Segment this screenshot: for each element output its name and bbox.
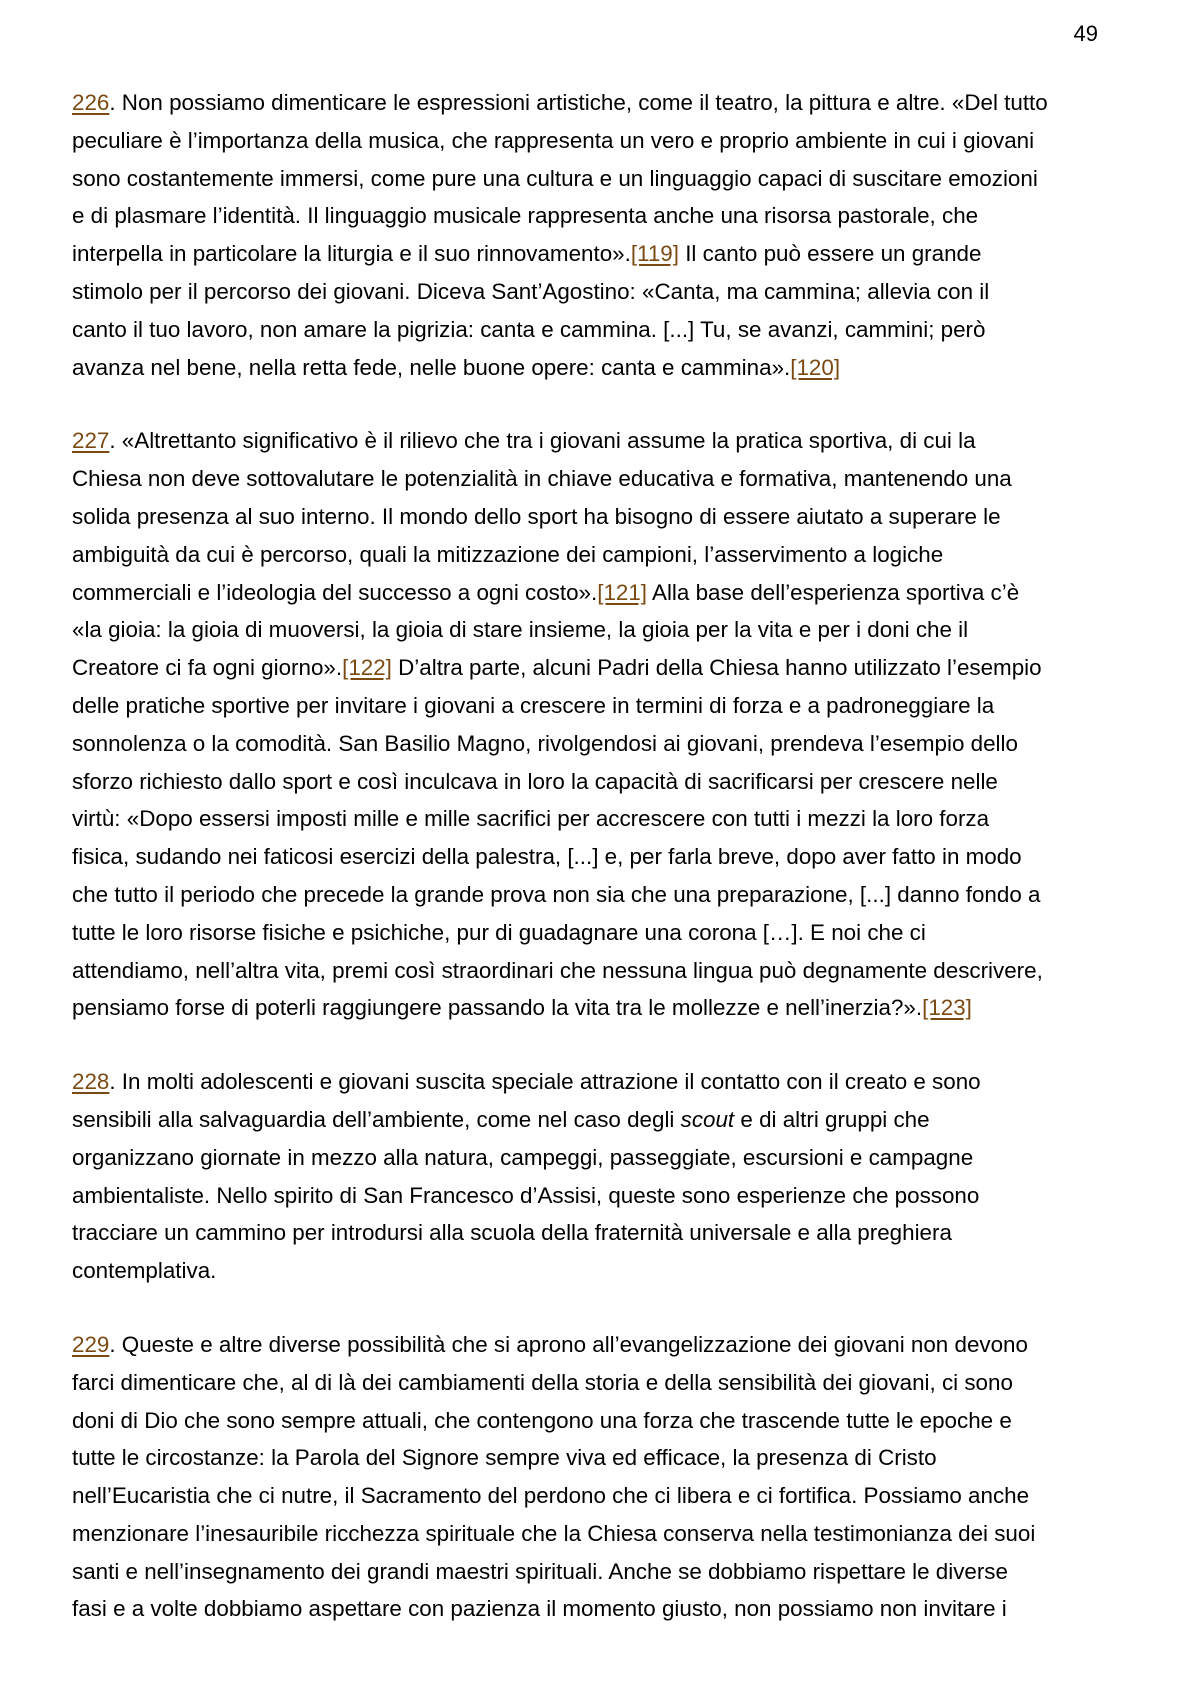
line-text: Creatore ci fa ogni giorno». [72,655,343,681]
line-text: sensibili alla salvaguardia dell’ambiente, come nel caso degli [72,1106,681,1132]
line-text: Il canto può essere un grande [678,241,982,267]
paragraph-line: canto il tuo lavoro, non amare la pigrizia: canta e cammina. [...] Tu, se avanzi, cammini; però [72,316,986,342]
paragraph-line: menzionare l’inesauribile ricchezza spirituale che la Chiesa conserva nella testimonianza dei suoi [72,1520,1036,1546]
paragraph-line [72,1326,1132,1364]
line-text: . In molti adolescenti e giovani suscita speciale attrazione il contatto con il creato e sono [109,1069,981,1095]
line-text: commerciali e l’ideologia del successo a ogni costo». [72,579,598,605]
paragraph-line: tutte le circostanze: la Parola del Signore sempre viva ed efficace, la presenza di Cristo [72,1445,937,1471]
paragraph-number-link[interactable]: 226 [72,90,110,115]
line-text: . «Altrettanto significativo è il rilievo che tra i giovani assume la pratica sportiva, di cui la [109,428,976,454]
paragraph-line: che tutto il periodo che precede la grande prova non sia che una preparazione, [...] danno fondo a [72,881,1041,907]
paragraph-line: e di plasmare l’identità. Il linguaggio musicale rappresenta anche una risorsa pastorale, che [72,203,979,229]
paragraph-line: sforzo richiesto dallo sport e così inculcava in loro la capacità di sacrificarsi per crescere nelle [72,768,998,794]
paragraph-line: ambientaliste. Nello spirito di San Francesco d’Assisi, queste sono esperienze che possono [72,1182,980,1208]
paragraph-line: peculiare è l’importanza della musica, che rappresenta un vero e proprio ambiente in cui i giovani [72,127,1035,153]
paragraph-line: «la gioia: la gioia di muoversi, la gioia di stare insieme, la gioia per la vita e per i doni che il [72,617,969,643]
paragraph-line: fisica, sudando nei faticosi esercizi della palestra, [...] e, per farla breve, dopo aver fatto in modo [72,844,1022,870]
line-text: Alla base dell’esperienza sportiva c’è [647,579,1020,605]
paragraph-line [72,1101,1132,1139]
paragraph-line: virtù: «Dopo essersi imposti mille e mille sacrifici per accrescere con tutti i mezzi la loro forza [72,806,990,832]
italic-text: scout [680,1106,735,1132]
paragraph-line [72,574,1132,612]
line-text: interpella in particolare la liturgia e il suo rinnovamento». [72,241,631,267]
paragraph-line: attendiamo, nell’altra vita, premi così straordinari che nessuna lingua può degnamente descrivere, [72,957,1043,983]
paragraph-line: sono costantemente immersi, come pure una cultura e un linguaggio capaci di suscitare emozioni [72,165,1038,191]
paragraph-line: doni di Dio che sono sempre attuali, che contengono una forza che trascende tutte le epoche e [72,1407,1012,1433]
paragraph-line: farci dimenticare che, al di là dei cambiamenti della storia e della sensibilità dei giovani, ci sono [72,1369,1013,1395]
paragraph-line [72,649,1132,687]
paragraph-line: Chiesa non deve sottovalutare le potenzialità in chiave educativa e formativa, mantenendo una [72,466,1012,492]
paragraph-line: contemplativa. [72,1258,217,1284]
paragraph-line: fasi e a volte dobbiamo aspettare con pazienza il momento giusto, non possiamo non invitare i [72,1596,1007,1622]
paragraph-line: organizzano giornate in mezzo alla natura, campeggi, passeggiate, escursioni e campagne [72,1144,974,1170]
paragraph-line: santi e nell’insegnamento dei grandi maestri spirituali. Anche se dobbiamo rispettare le diverse [72,1558,1008,1584]
paragraph-line: sonnolenza o la comodità. San Basilio Magno, rivolgendosi ai giovani, prendeva l’esempio dello [72,730,1018,756]
paragraph-line: tutte le loro risorse fisiche e psichiche, pur di guadagnare una corona […]. E noi che ci [72,919,926,945]
paragraph-line: tracciare un cammino per introdursi alla scuola della fraternità universale e alla preghiera [72,1220,952,1246]
paragraph-226 [72,84,1132,386]
footnote-link[interactable]: [121] [597,579,648,605]
footnote-link[interactable]: [119] [630,241,679,267]
page-number: 49 [1073,21,1098,46]
paragraph-line [72,84,1132,122]
line-text: D’altra parte, alcuni Padri della Chiesa hanno utilizzato l’esempio [391,655,1042,681]
paragraph-line [72,989,1132,1027]
line-text: . Non possiamo dimenticare le espressioni artistiche, come il teatro, la pittura e altre. «Del tutto [109,90,1048,115]
line-text: avanza nel bene, nella retta fede, nelle buone opere: canta e cammina». [72,354,791,380]
paragraph-line: solida presenza al suo interno. Il mondo dello sport ha bisogno di essere aiutato a superare le [72,503,1001,529]
paragraph-line: delle pratiche sportive per invitare i giovani a crescere in termini di forza e a padroneggiare la [72,692,995,718]
paragraph-line [72,422,1132,460]
line-text: . Queste e altre diverse possibilità che si aprono all’evangelizzazione dei giovani non devono [109,1331,1028,1357]
paragraph-229 [72,1326,1132,1628]
line-text: pensiamo forse di poterli raggiungere passando la vita tra le mollezze e nell’inerzia?». [72,995,923,1021]
footnote-link[interactable]: [122] [342,655,392,681]
paragraph-number-link[interactable]: 227 [72,428,110,454]
footnote-link[interactable]: [120] [790,354,841,380]
paragraph-line [72,349,1132,387]
footnote-link[interactable]: [123] [922,995,972,1021]
paragraph-line [72,235,1132,273]
paragraph-number-link[interactable]: 229 [72,1331,110,1357]
paragraph-227 [72,422,1132,1027]
paragraph-line: ambiguità da cui è percorso, quali la mitizzazione dei campioni, l’asservimento a logiche [72,541,944,567]
paragraph-number-link[interactable]: 228 [72,1069,110,1095]
paragraph-line: stimolo per il percorso dei giovani. Diceva Sant’Agostino: «Canta, ma cammina; allevia con il [72,278,990,304]
line-text: e di altri gruppi che [734,1106,930,1132]
paragraph-line: nell’Eucaristia che ci nutre, il Sacramento del perdono che ci libera e ci fortifica. Possiamo anche [72,1483,1030,1509]
paragraph-line [72,1063,1132,1101]
document-body [72,84,1132,1664]
paragraph-228 [72,1063,1132,1290]
